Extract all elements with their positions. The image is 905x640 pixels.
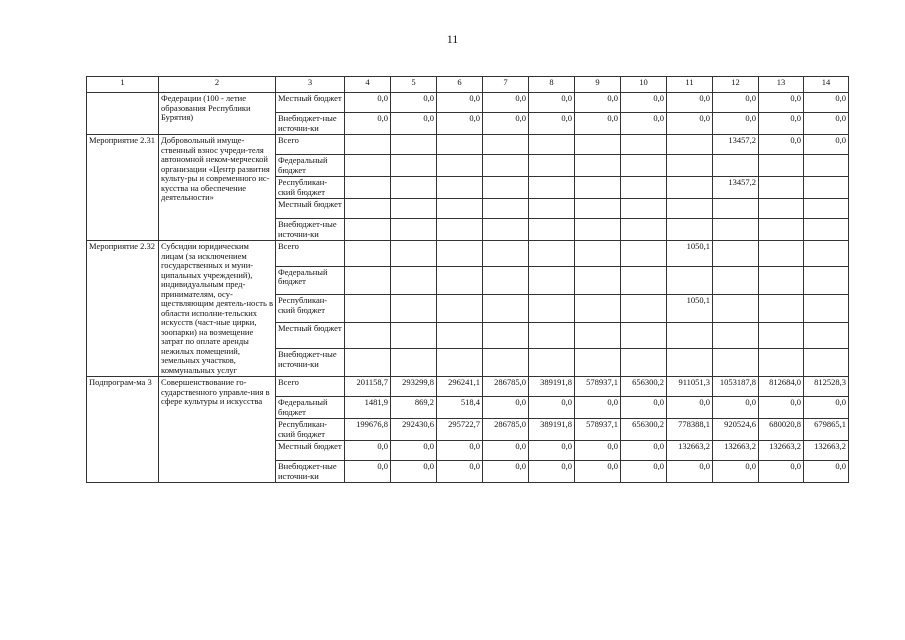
value-cell xyxy=(575,199,621,219)
value-cell xyxy=(437,241,483,267)
value-cell: 778388,1 xyxy=(667,419,713,441)
value-cell xyxy=(759,219,804,241)
value-cell xyxy=(759,266,804,294)
value-cell: 132663,2 xyxy=(713,441,759,461)
value-cell xyxy=(621,155,667,177)
value-cell: 0,0 xyxy=(391,461,437,483)
value-cell xyxy=(759,241,804,267)
value-cell: 0,0 xyxy=(345,461,391,483)
value-cell: 0,0 xyxy=(759,461,804,483)
value-cell: 132663,2 xyxy=(804,441,849,461)
funding-source: Федеральный бюджет xyxy=(276,397,345,419)
value-cell xyxy=(391,266,437,294)
value-cell xyxy=(575,219,621,241)
value-cell: 0,0 xyxy=(804,93,849,113)
value-cell xyxy=(345,155,391,177)
value-cell: 0,0 xyxy=(575,397,621,419)
funding-source: Внебюджет-ные источни-ки xyxy=(276,113,345,135)
value-cell: 0,0 xyxy=(575,441,621,461)
value-cell xyxy=(804,177,849,199)
value-cell: 0,0 xyxy=(621,441,667,461)
value-cell: 0,0 xyxy=(529,461,575,483)
value-cell: 0,0 xyxy=(713,461,759,483)
measure-code xyxy=(87,93,159,135)
value-cell: 0,0 xyxy=(804,397,849,419)
value-cell: 0,0 xyxy=(667,93,713,113)
value-cell: 0,0 xyxy=(621,397,667,419)
value-cell xyxy=(759,177,804,199)
column-header: 6 xyxy=(437,77,483,93)
value-cell xyxy=(804,241,849,267)
value-cell: 0,0 xyxy=(345,113,391,135)
value-cell xyxy=(345,266,391,294)
value-cell xyxy=(804,199,849,219)
value-cell: 0,0 xyxy=(667,397,713,419)
value-cell xyxy=(483,177,529,199)
value-cell: 578937,1 xyxy=(575,377,621,397)
value-cell xyxy=(575,323,621,349)
column-header: 7 xyxy=(483,77,529,93)
funding-source: Республикан-ский бюджет xyxy=(276,419,345,441)
value-cell: 0,0 xyxy=(713,113,759,135)
value-cell xyxy=(713,295,759,323)
value-cell xyxy=(437,155,483,177)
value-cell xyxy=(529,135,575,155)
value-cell: 1050,1 xyxy=(667,295,713,323)
value-cell: 0,0 xyxy=(759,93,804,113)
value-cell xyxy=(437,266,483,294)
measure-code: Подпрограм-ма 3 xyxy=(87,377,159,483)
value-cell: 13457,2 xyxy=(713,177,759,199)
value-cell: 0,0 xyxy=(529,113,575,135)
value-cell xyxy=(667,155,713,177)
value-cell xyxy=(391,177,437,199)
value-cell xyxy=(621,135,667,155)
value-cell xyxy=(667,266,713,294)
value-cell xyxy=(759,199,804,219)
table-row xyxy=(87,241,849,267)
value-cell xyxy=(759,155,804,177)
funding-source: Местный бюджет xyxy=(276,441,345,461)
value-cell xyxy=(621,323,667,349)
value-cell xyxy=(391,241,437,267)
value-cell: 296241,1 xyxy=(437,377,483,397)
value-cell xyxy=(575,295,621,323)
value-cell: 0,0 xyxy=(575,461,621,483)
value-cell xyxy=(483,241,529,267)
value-cell: 0,0 xyxy=(804,461,849,483)
page-number: 11 xyxy=(446,32,459,46)
value-cell xyxy=(667,135,713,155)
value-cell xyxy=(804,323,849,349)
header-row xyxy=(87,77,849,93)
column-header: 1 xyxy=(87,77,159,93)
value-cell xyxy=(621,241,667,267)
value-cell xyxy=(391,323,437,349)
value-cell xyxy=(437,323,483,349)
column-header: 12 xyxy=(713,77,759,93)
table-row xyxy=(87,93,849,113)
value-cell xyxy=(483,266,529,294)
value-cell: 911051,3 xyxy=(667,377,713,397)
value-cell xyxy=(529,219,575,241)
value-cell: 518,4 xyxy=(437,397,483,419)
value-cell xyxy=(391,349,437,377)
value-cell: 0,0 xyxy=(437,93,483,113)
value-cell xyxy=(483,219,529,241)
value-cell xyxy=(437,199,483,219)
value-cell: 0,0 xyxy=(437,113,483,135)
value-cell xyxy=(621,349,667,377)
value-cell xyxy=(529,199,575,219)
value-cell: 0,0 xyxy=(621,113,667,135)
value-cell: 13457,2 xyxy=(713,135,759,155)
value-cell xyxy=(804,349,849,377)
value-cell: 0,0 xyxy=(483,113,529,135)
value-cell xyxy=(345,349,391,377)
value-cell xyxy=(621,219,667,241)
value-cell: 389191,8 xyxy=(529,419,575,441)
value-cell: 679865,1 xyxy=(804,419,849,441)
column-header: 8 xyxy=(529,77,575,93)
value-cell xyxy=(483,135,529,155)
value-cell: 0,0 xyxy=(804,113,849,135)
value-cell: 0,0 xyxy=(575,93,621,113)
value-cell xyxy=(621,266,667,294)
funding-source: Всего xyxy=(276,241,345,267)
measure-name: Совершенствование го-сударственного управле-ния в сфере культуры и искусства xyxy=(159,377,276,483)
value-cell xyxy=(483,295,529,323)
value-cell: 132663,2 xyxy=(667,441,713,461)
funding-source: Местный бюджет xyxy=(276,323,345,349)
value-cell xyxy=(713,219,759,241)
value-cell: 0,0 xyxy=(529,93,575,113)
value-cell xyxy=(713,323,759,349)
column-header: 4 xyxy=(345,77,391,93)
value-cell: 812528,3 xyxy=(804,377,849,397)
value-cell: 0,0 xyxy=(621,461,667,483)
value-cell: 286785,0 xyxy=(483,377,529,397)
value-cell xyxy=(667,199,713,219)
value-cell: 0,0 xyxy=(759,135,804,155)
value-cell: 0,0 xyxy=(529,441,575,461)
value-cell: 680020,8 xyxy=(759,419,804,441)
value-cell: 1481,9 xyxy=(345,397,391,419)
funding-source: Республикан-ский бюджет xyxy=(276,295,345,323)
funding-source: Местный бюджет xyxy=(276,199,345,219)
value-cell xyxy=(529,155,575,177)
table-row xyxy=(87,135,849,155)
funding-source: Внебюджет-ные источни-ки xyxy=(276,349,345,377)
column-header: 11 xyxy=(667,77,713,93)
value-cell xyxy=(804,266,849,294)
table-body xyxy=(87,93,849,483)
value-cell xyxy=(759,295,804,323)
value-cell xyxy=(667,323,713,349)
value-cell xyxy=(575,155,621,177)
value-cell: 920524,6 xyxy=(713,419,759,441)
value-cell xyxy=(713,349,759,377)
value-cell: 0,0 xyxy=(759,113,804,135)
value-cell: 1050,1 xyxy=(667,241,713,267)
value-cell xyxy=(804,219,849,241)
value-cell: 0,0 xyxy=(713,397,759,419)
column-header: 5 xyxy=(391,77,437,93)
value-cell: 0,0 xyxy=(437,441,483,461)
value-cell: 0,0 xyxy=(345,441,391,461)
value-cell xyxy=(667,177,713,199)
value-cell: 0,0 xyxy=(529,397,575,419)
value-cell: 812684,0 xyxy=(759,377,804,397)
value-cell xyxy=(575,266,621,294)
value-cell xyxy=(391,295,437,323)
value-cell xyxy=(529,349,575,377)
value-cell xyxy=(621,177,667,199)
value-cell xyxy=(575,135,621,155)
value-cell xyxy=(345,219,391,241)
value-cell xyxy=(804,295,849,323)
measure-code: Мероприятие 2.32 xyxy=(87,241,159,377)
value-cell: 0,0 xyxy=(437,461,483,483)
value-cell xyxy=(437,219,483,241)
value-cell: 292430,6 xyxy=(391,419,437,441)
column-header: 2 xyxy=(159,77,276,93)
value-cell: 389191,8 xyxy=(529,377,575,397)
value-cell xyxy=(529,177,575,199)
value-cell: 0,0 xyxy=(483,441,529,461)
value-cell: 199676,8 xyxy=(345,419,391,441)
value-cell xyxy=(575,241,621,267)
measure-name: Добровольный имуще-ственный взнос учреди-теля автономной неком-мерческой организации «Центр развития культу-ры и современного ис-кусства на обеспечение деятельности» xyxy=(159,135,276,241)
value-cell xyxy=(483,155,529,177)
value-cell: 0,0 xyxy=(575,113,621,135)
value-cell xyxy=(483,349,529,377)
funding-source: Всего xyxy=(276,377,345,397)
value-cell: 0,0 xyxy=(391,441,437,461)
measure-name: Федерации (100 - летие образования Республики Бурятия) xyxy=(159,93,276,135)
value-cell xyxy=(667,219,713,241)
value-cell xyxy=(759,349,804,377)
funding-source: Всего xyxy=(276,135,345,155)
value-cell: 0,0 xyxy=(483,461,529,483)
value-cell xyxy=(345,199,391,219)
table-row xyxy=(87,377,849,397)
value-cell xyxy=(437,177,483,199)
value-cell xyxy=(621,295,667,323)
value-cell: 0,0 xyxy=(391,93,437,113)
value-cell xyxy=(713,199,759,219)
value-cell: 0,0 xyxy=(713,93,759,113)
funding-source: Местный бюджет xyxy=(276,93,345,113)
value-cell: 295722,7 xyxy=(437,419,483,441)
value-cell xyxy=(529,241,575,267)
value-cell xyxy=(759,323,804,349)
value-cell: 1053187,8 xyxy=(713,377,759,397)
value-cell xyxy=(804,155,849,177)
value-cell: 286785,0 xyxy=(483,419,529,441)
measure-name: Субсидии юридическим лицам (за исключением государственных и муни-ципальных учреждений), индивидуальным пред-принимателям, осу-ществляющим деятель-ность в области исполни-тельских искусств (част-ные цирки, зоопарки) на возмещение затрат по оплате аренды нежилых помещений, земельных участков, коммунальных услуг xyxy=(159,241,276,377)
value-cell xyxy=(621,199,667,219)
value-cell: 0,0 xyxy=(391,113,437,135)
value-cell: 0,0 xyxy=(621,93,667,113)
value-cell xyxy=(713,266,759,294)
value-cell: 0,0 xyxy=(667,113,713,135)
column-header: 10 xyxy=(621,77,667,93)
value-cell: 293299,8 xyxy=(391,377,437,397)
value-cell xyxy=(437,349,483,377)
measure-code: Мероприятие 2.31 xyxy=(87,135,159,241)
value-cell xyxy=(391,199,437,219)
column-header: 14 xyxy=(804,77,849,93)
column-header: 9 xyxy=(575,77,621,93)
value-cell xyxy=(345,135,391,155)
value-cell xyxy=(437,135,483,155)
value-cell xyxy=(713,155,759,177)
value-cell xyxy=(345,241,391,267)
funding-source: Федеральный бюджет xyxy=(276,155,345,177)
value-cell xyxy=(391,219,437,241)
value-cell xyxy=(391,135,437,155)
value-cell: 656300,2 xyxy=(621,377,667,397)
value-cell xyxy=(345,177,391,199)
value-cell: 201158,7 xyxy=(345,377,391,397)
funding-source: Федеральный бюджет xyxy=(276,266,345,294)
value-cell xyxy=(529,323,575,349)
value-cell: 0,0 xyxy=(345,93,391,113)
value-cell: 0,0 xyxy=(667,461,713,483)
value-cell xyxy=(529,295,575,323)
value-cell xyxy=(437,295,483,323)
value-cell xyxy=(713,241,759,267)
value-cell: 0,0 xyxy=(483,397,529,419)
value-cell: 0,0 xyxy=(804,135,849,155)
budget-table xyxy=(86,76,849,483)
funding-source: Внебюджет-ные источни-ки xyxy=(276,219,345,241)
value-cell: 869,2 xyxy=(391,397,437,419)
value-cell xyxy=(667,349,713,377)
value-cell: 656300,2 xyxy=(621,419,667,441)
value-cell xyxy=(345,323,391,349)
value-cell: 132663,2 xyxy=(759,441,804,461)
value-cell: 578937,1 xyxy=(575,419,621,441)
value-cell xyxy=(483,323,529,349)
funding-source: Внебюджет-ные источни-ки xyxy=(276,461,345,483)
value-cell xyxy=(483,199,529,219)
column-header: 3 xyxy=(276,77,345,93)
column-header: 13 xyxy=(759,77,804,93)
value-cell xyxy=(575,349,621,377)
value-cell: 0,0 xyxy=(759,397,804,419)
value-cell: 0,0 xyxy=(483,93,529,113)
value-cell xyxy=(575,177,621,199)
value-cell xyxy=(391,155,437,177)
value-cell xyxy=(529,266,575,294)
funding-source: Республикан-ский бюджет xyxy=(276,177,345,199)
value-cell xyxy=(345,295,391,323)
